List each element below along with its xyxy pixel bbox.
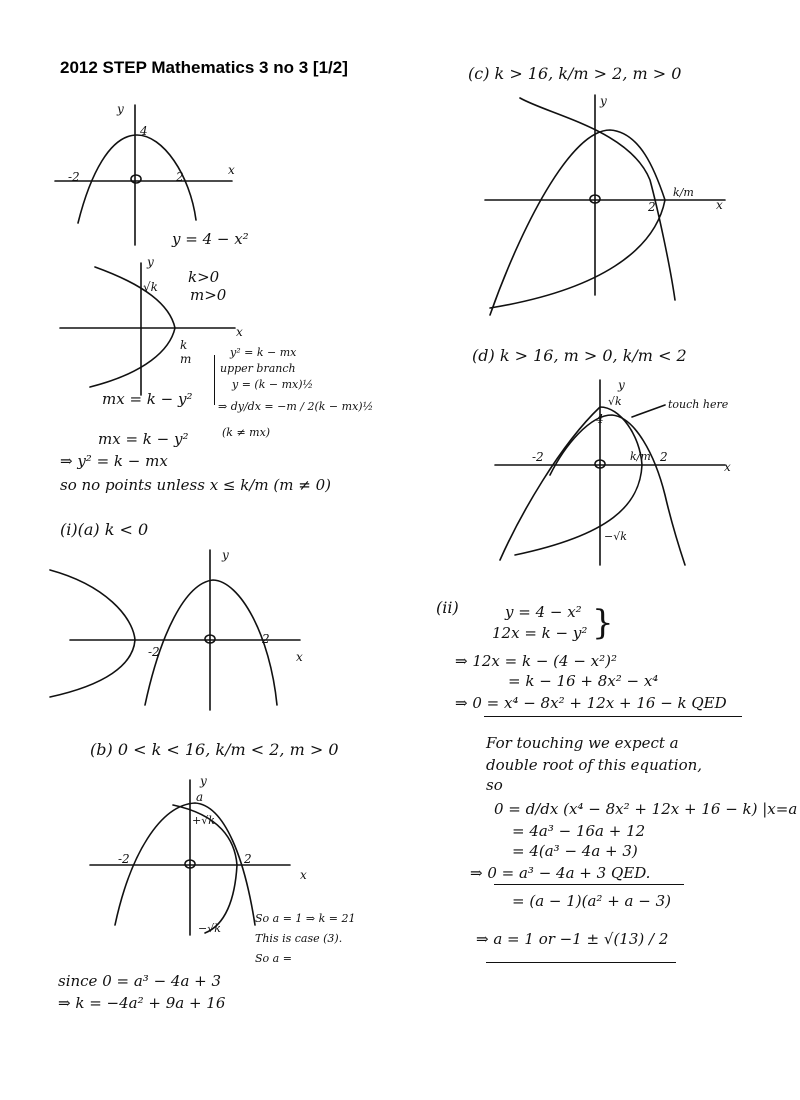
derive-line-3: so no points unless x ≤ k/m (m ≠ 0) xyxy=(60,476,331,494)
case-c-km-label: k/m xyxy=(673,186,694,199)
note-bracket xyxy=(214,355,215,405)
g2-note-2: upper branch xyxy=(220,362,296,375)
touch-arrow xyxy=(632,405,665,417)
case-b-since: since 0 = a³ − 4a + 3 xyxy=(58,972,222,990)
case-b-y-label: y xyxy=(200,774,207,788)
case-c-two-label: 2 xyxy=(648,200,656,214)
case-d-x-label: x xyxy=(724,460,731,474)
ii-text-1: For touching we expect a xyxy=(486,734,679,752)
case-d-label: (d) k > 16, m > 0, k/m < 2 xyxy=(472,346,687,365)
case-a-x-label: x xyxy=(296,650,303,664)
ii-underline-1 xyxy=(494,884,684,885)
ii-deriv-5: = (a − 1)(a² + a − 3) xyxy=(512,892,671,910)
case-a-pos2-label: 2 xyxy=(262,632,270,646)
case-d-negrootk-label: −√k xyxy=(604,530,627,543)
ii-deriv-4: ⇒ 0 = a³ − 4a + 3 QED. xyxy=(470,864,651,882)
ii-deriv-3: = 4(a³ − 4a + 3) xyxy=(512,842,638,860)
case-c-sideways-curve xyxy=(490,130,665,315)
case-b-neg2-label: -2 xyxy=(118,852,130,866)
case-b-note-3: So a = xyxy=(255,952,292,965)
ii-divider xyxy=(484,716,742,717)
case-a-sideways-curve xyxy=(50,570,135,697)
ii-text-3: so xyxy=(486,776,503,794)
g2-x-label: x xyxy=(236,325,243,339)
ii-underline-2 xyxy=(486,962,676,963)
ii-eq-3: ⇒ 12x = k − (4 − x²)² xyxy=(455,652,618,670)
case-d-km-label: k/m xyxy=(630,450,651,463)
ii-eq-4: = k − 16 + 8x² − x⁴ xyxy=(508,672,659,690)
ii-deriv-6: ⇒ a = 1 or −1 ± √(13) / 2 xyxy=(476,930,669,948)
g1-x-label: x xyxy=(228,163,235,177)
case-b-pos2-label: 2 xyxy=(244,852,252,866)
case-b-rootk-label: +√k xyxy=(192,814,215,827)
case-d-rootk-label: √k xyxy=(608,395,622,408)
case-a-neg2-label: -2 xyxy=(148,645,160,659)
ii-eq-1: y = 4 − x² xyxy=(505,603,582,621)
g1-caption: y = 4 − x² xyxy=(172,230,249,248)
part-ii-label: (ii) xyxy=(436,598,459,617)
g2-cond-m: m>0 xyxy=(190,286,227,304)
g2-caption: mx = k − y² xyxy=(102,390,193,408)
case-b-k-expr: ⇒ k = −4a² + 9a + 16 xyxy=(58,994,226,1012)
ii-eq-2: 12x = k − y² xyxy=(492,624,588,642)
case-c-y-label: y xyxy=(600,94,607,108)
derive-line-2: ⇒ y² = k − mx xyxy=(60,452,168,470)
origin-marker xyxy=(131,175,141,183)
page-title: 2012 STEP Mathematics 3 no 3 [1/2] xyxy=(60,58,348,77)
g2-m-label: m xyxy=(180,352,192,366)
case-d-y-label: y xyxy=(618,378,625,392)
g2-note-1: y² = k − mx xyxy=(230,346,297,359)
ii-brace: } xyxy=(592,603,614,643)
case-d-neg2-label: -2 xyxy=(532,450,544,464)
case-c-label: (c) k > 16, k/m > 2, m > 0 xyxy=(468,64,682,83)
case-a-y-label: y xyxy=(222,548,229,562)
case-d-touch-label: touch here xyxy=(668,398,729,411)
case-b-note-2: This is case (3). xyxy=(255,932,343,945)
g1-top-label: 4 xyxy=(140,124,148,138)
case-c-x-label: x xyxy=(716,198,723,212)
g2-note-5: (k ≠ mx) xyxy=(222,426,271,439)
ii-text-2: double root of this equation, xyxy=(486,756,703,774)
g1-y-label: y xyxy=(117,102,124,116)
g2-rootk-label: √k xyxy=(143,280,158,294)
case-c-graph xyxy=(480,90,730,325)
g1-pos2-label: 2 xyxy=(176,170,184,184)
case-d-pos2-label: 2 xyxy=(660,450,668,464)
case-a-graph xyxy=(45,545,315,715)
g2-k-label: k xyxy=(180,338,188,352)
case-b-x-label: x xyxy=(300,868,307,882)
sideways-parabola-curve xyxy=(90,267,175,387)
g2-note-4: ⇒ dy/dx = −m / 2(k − mx)½ xyxy=(218,400,374,413)
case-d-four-label: 4 xyxy=(596,412,604,426)
g2-y-label: y xyxy=(147,255,154,269)
case-c-parabola xyxy=(520,98,675,300)
g1-neg2-label: -2 xyxy=(68,170,80,184)
ii-deriv-1: 0 = d/dx (x⁴ − 8x² + 12x + 16 − k) |x=a xyxy=(494,800,798,818)
case-b-label: (b) 0 < k < 16, k/m < 2, m > 0 xyxy=(90,740,339,759)
ii-eq-5: ⇒ 0 = x⁴ − 8x² + 12x + 16 − k QED xyxy=(455,694,727,712)
case-b-a-label: a xyxy=(196,790,204,804)
g2-note-3: y = (k − mx)½ xyxy=(232,378,314,391)
derive-line-1: mx = k − y² xyxy=(98,430,189,448)
case-a-label: (i)(a) k < 0 xyxy=(60,520,149,539)
g2-cond-k: k>0 xyxy=(188,268,220,286)
ii-deriv-2: = 4a³ − 16a + 12 xyxy=(512,822,646,840)
case-b-negrootk-label: −√k xyxy=(198,922,221,935)
case-b-note-1: So a = 1 ⇒ k = 21 xyxy=(255,912,356,925)
